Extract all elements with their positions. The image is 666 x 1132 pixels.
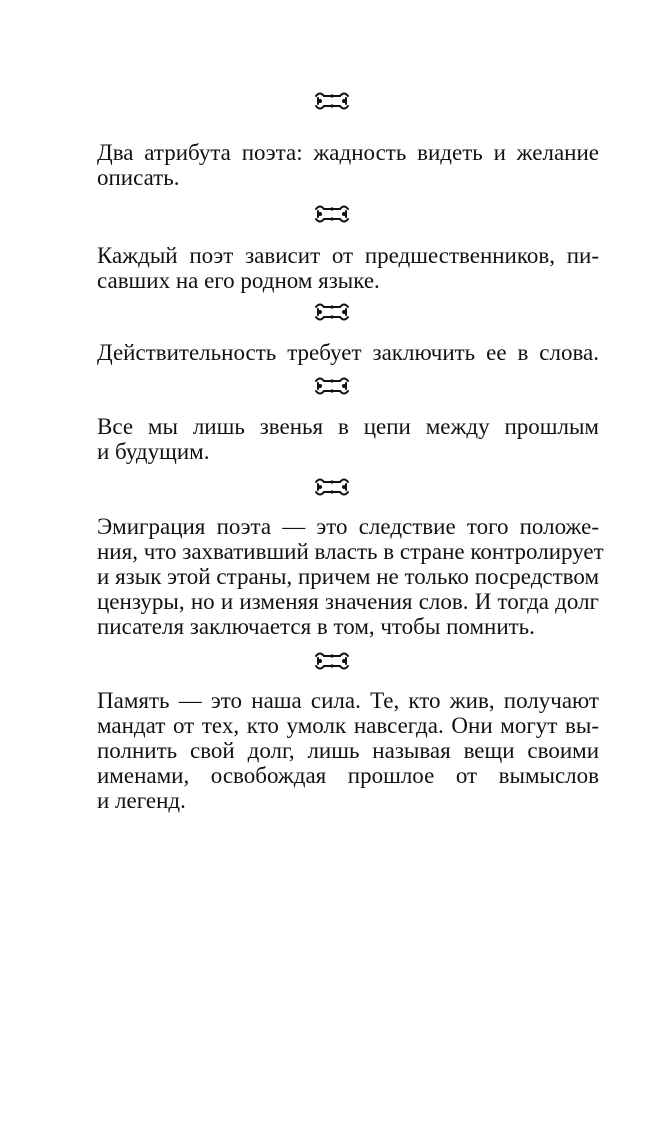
- decorative-divider-icon: [312, 476, 352, 498]
- text-line: именами, освобождая прошлое от вымыслов: [97, 763, 599, 788]
- text-line: Два атрибута поэта: жадность видеть и желание: [97, 140, 599, 165]
- aphorism-paragraph: [97, 514, 604, 639]
- decorative-divider-icon: [312, 375, 352, 397]
- text-line: полнить свой долг, лишь называя вещи своими: [97, 738, 599, 763]
- text-line: и будущим.: [97, 439, 210, 464]
- aphorism-paragraph: [97, 688, 599, 813]
- decorative-divider-icon: [312, 650, 352, 672]
- text-line: Действительность требует заключить ее в слова.: [97, 340, 599, 365]
- decorative-divider-icon: [312, 203, 352, 225]
- text-line: и язык этой страны, причем не только посредством: [97, 564, 599, 589]
- text-line: савших на его родном языке.: [97, 268, 380, 293]
- text-line: ния, что захвативший власть в стране контролирует: [97, 539, 604, 564]
- text-line: мандат от тех, кто умолк навсегда. Они могут вы-: [97, 713, 599, 738]
- aphorism-paragraph: [97, 243, 599, 293]
- aphorism-paragraph: [97, 414, 599, 464]
- text-line: Каждый поэт зависит от предшественников, пи-: [97, 243, 599, 268]
- aphorism-paragraph: [97, 140, 599, 190]
- text-line: Все мы лишь звенья в цепи между прошлым: [97, 414, 599, 439]
- text-line: Эмиграция поэта — это следствие того положе-: [97, 514, 599, 539]
- text-line: описать.: [97, 165, 180, 190]
- decorative-divider-icon: [312, 90, 352, 112]
- text-line: писателя заключается в том, чтобы помнить.: [97, 614, 535, 639]
- text-line: цензуры, но и изменяя значения слов. И тогда долг: [97, 589, 599, 614]
- text-line: Память — это наша сила. Те, кто жив, получают: [97, 688, 599, 713]
- text-line: и легенд.: [97, 788, 186, 813]
- aphorism-paragraph: [97, 340, 599, 365]
- decorative-divider-icon: [312, 301, 352, 323]
